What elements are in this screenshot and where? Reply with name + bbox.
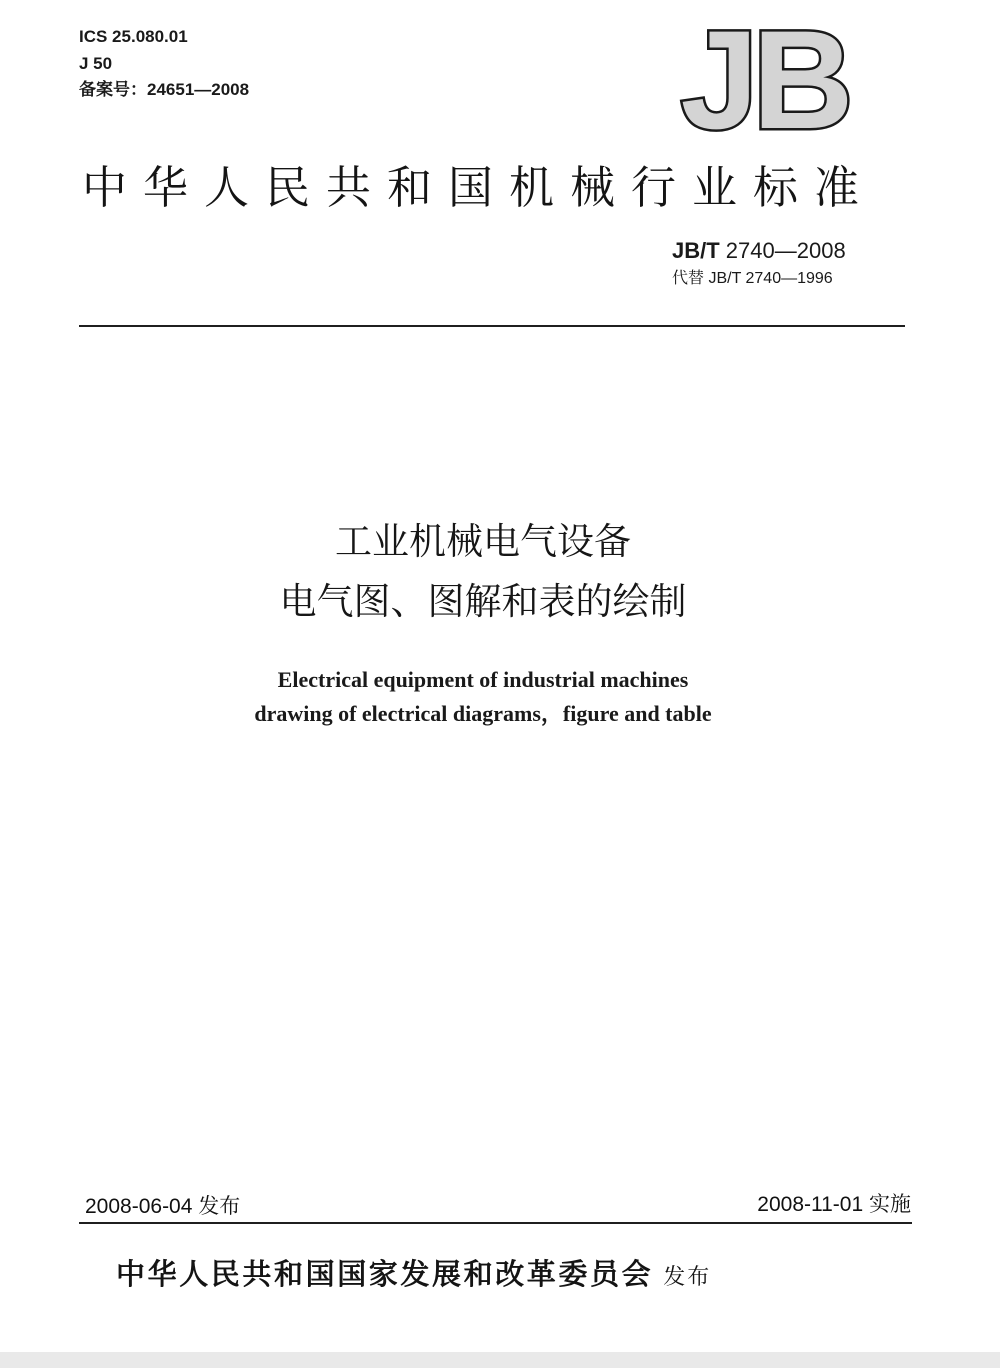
title-en-line2: drawing of electrical diagrams，figure and table: [254, 701, 712, 726]
title-en-line1: Electrical equipment of industrial machines: [277, 667, 689, 692]
ccs-code: J 50: [79, 53, 113, 73]
filing-number: 备案号：24651—2008: [79, 80, 250, 99]
jb-logo: [664, 22, 864, 140]
standard-code: 2740—2008: [719, 238, 846, 263]
standard-prefix: JB/T: [672, 238, 720, 263]
ics-code: ICS 25.080.01: [79, 27, 188, 46]
standard-number: [672, 236, 846, 266]
bottom-divider: [79, 1222, 912, 1224]
page-edge-strip: [0, 1352, 1000, 1368]
standard-number-block: [672, 236, 846, 291]
jb-logo-text: JB: [680, 22, 848, 140]
org-title: 中华人民共和国机械行业标准: [82, 161, 876, 214]
publisher-org: 中华人民共和国国家发展和改革委员会: [116, 1257, 654, 1291]
title-cn-line1: 工业机械电气设备: [335, 520, 631, 563]
classification-block: [79, 24, 249, 104]
issue-date: 2008-06-04 发布: [85, 1195, 241, 1218]
implementation-date: 2008-11-01 实施: [757, 1193, 911, 1216]
publisher-line: [116, 1252, 711, 1293]
replaces-standard: 代替 JB/T 2740—1996: [672, 270, 833, 287]
top-divider: [79, 325, 905, 327]
title-cn-line2: 电气图、图解和表的绘制: [279, 580, 687, 623]
publisher-suffix: 发布: [663, 1265, 712, 1290]
